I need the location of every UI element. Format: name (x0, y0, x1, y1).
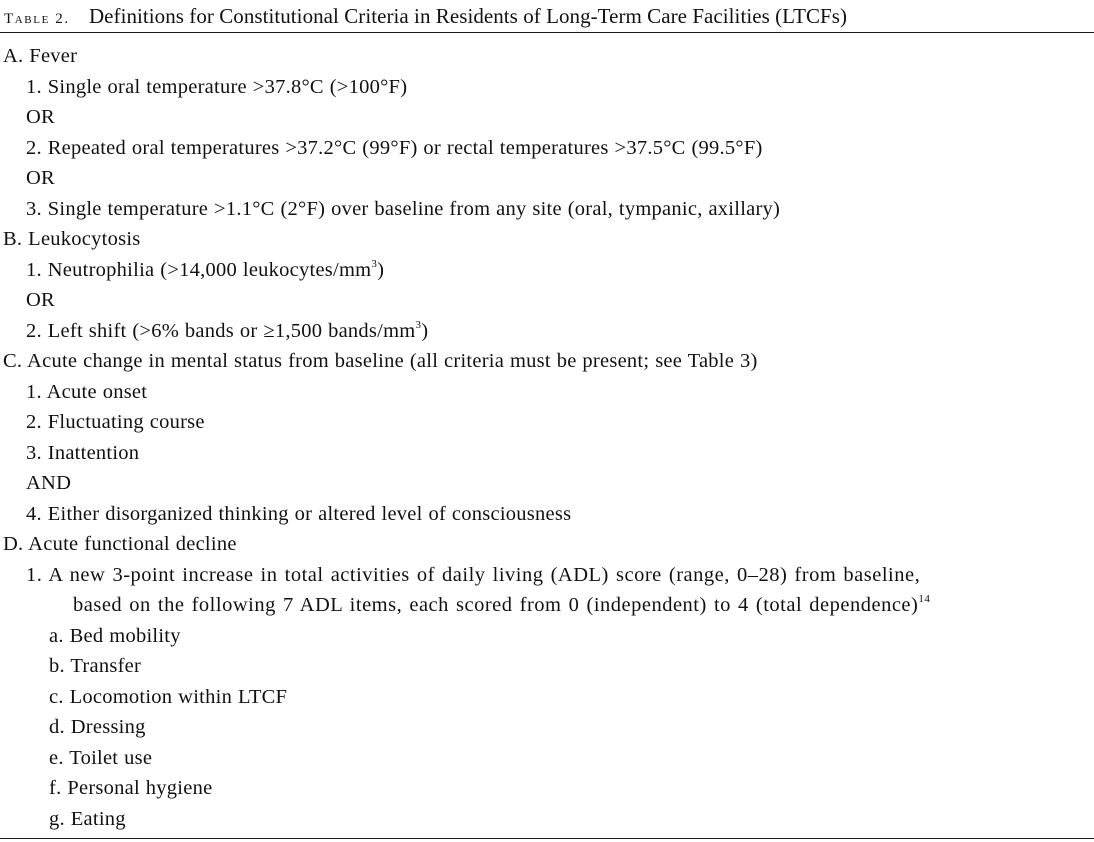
criterion-item: 3. Inattention (26, 441, 140, 464)
section-heading-functional-decline: D. Acute functional decline (3, 533, 237, 555)
connector-or: OR (26, 106, 55, 128)
criterion-item: 2. Fluctuating course (26, 411, 205, 433)
adl-item: f. Personal hygiene (49, 777, 213, 799)
criterion-text: based on the following 7 ADL items, each scored from 0 (independent) to 4 (total dependence) (73, 594, 919, 616)
criterion-continuation (0, 590, 1094, 621)
section-heading-leukocytosis: B. Leukocytosis (3, 228, 141, 250)
criterion-item (0, 255, 1094, 286)
table-label: Table 2. (4, 11, 70, 27)
section-heading-mental-status: C. Acute change in mental status from baseline (all criteria must be present; see Table 3) (3, 350, 758, 372)
adl-item: e. Toilet use (49, 746, 153, 769)
criterion-text-end: ) (377, 258, 385, 281)
criterion-item (0, 316, 1094, 347)
adl-item: g. Eating (49, 807, 126, 830)
table-caption (4, 1, 847, 31)
connector-or: OR (26, 289, 55, 311)
criterion-item: 2. Repeated oral temperatures >37.2°C (99°F) or rectal temperatures >37.5°C (99.5°F) (26, 136, 763, 159)
criterion-text-end: ) (421, 319, 429, 342)
adl-item: b. Transfer (49, 655, 142, 677)
criterion-item: 4. Either disorganized thinking or altered level of consciousness (26, 502, 572, 525)
adl-item: d. Dressing (49, 716, 146, 738)
criteria-list (0, 41, 1094, 834)
table-title: Definitions for Constitutional Criteria in Residents of Long-Term Care Facilities (LTCFs) (88, 4, 848, 28)
criterion-item: 1. Single oral temperature >37.8°C (>100°F) (26, 75, 408, 98)
adl-item: a. Bed mobility (49, 624, 181, 647)
criterion-item: 1. Acute onset (26, 380, 148, 403)
superscript: 3 (371, 257, 378, 270)
connector-or: OR (26, 167, 55, 189)
top-rule (0, 32, 1094, 33)
adl-item: c. Locomotion within LTCF (49, 685, 288, 708)
criterion-item: 3. Single temperature >1.1°C (2°F) over baseline from any site (oral, tympanic, axillary) (26, 197, 781, 220)
bottom-rule (0, 838, 1094, 839)
section-heading-fever: A. Fever (3, 45, 78, 67)
criterion-text: 2. Left shift (>6% bands or ≥1,500 bands/mm (26, 319, 416, 342)
connector-and: AND (26, 472, 72, 494)
criterion-item: 1. A new 3-point increase in total activities of daily living (ADL) score (range, 0–28) from baseline, (26, 563, 921, 586)
footnote-ref: 14 (918, 593, 931, 605)
superscript: 3 (415, 318, 422, 331)
criterion-text: 1. Neutrophilia (>14,000 leukocytes/mm (26, 258, 372, 281)
